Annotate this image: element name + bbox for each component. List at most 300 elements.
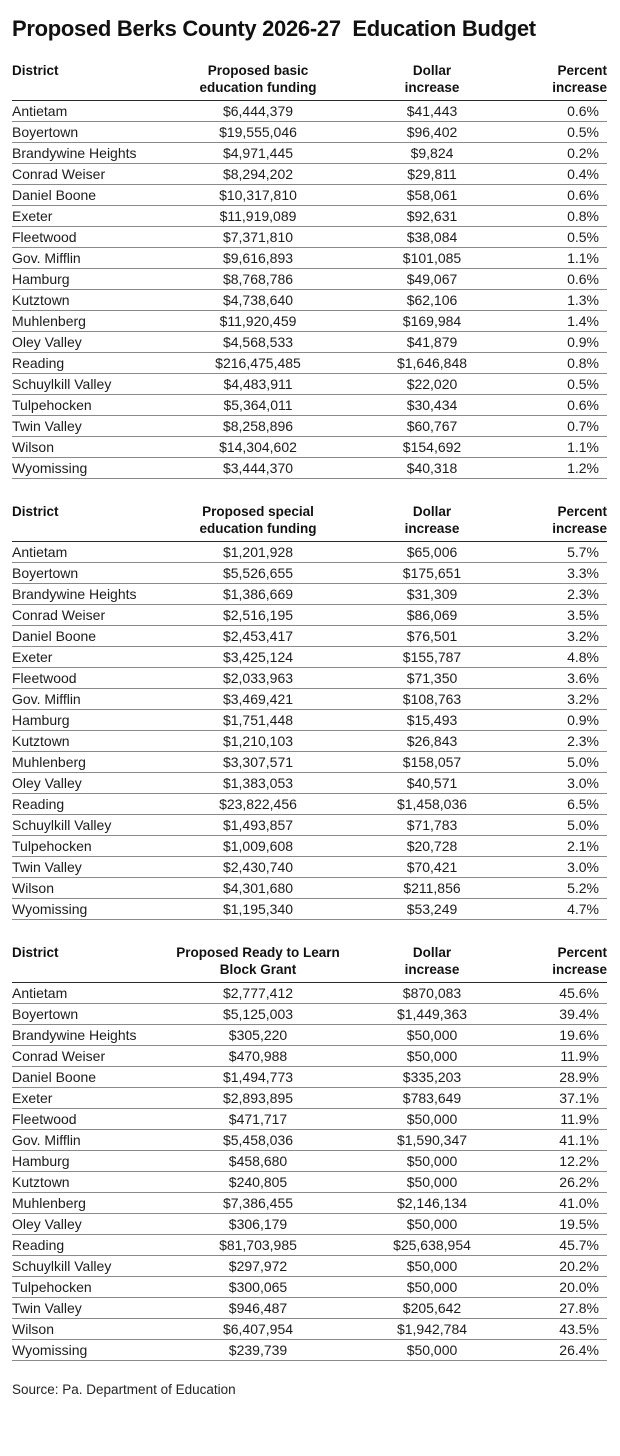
district-cell: Exeter [12, 206, 172, 227]
dollar-increase-cell: $31,309 [344, 584, 520, 605]
percent-increase-cell: 0.5% [520, 227, 607, 248]
district-cell: Tulpehocken [12, 1277, 172, 1298]
table-row [12, 794, 607, 815]
district-cell: Antietam [12, 542, 172, 563]
percent-increase-cell: 26.2% [520, 1172, 607, 1193]
funding-cell: $300,065 [172, 1277, 344, 1298]
percent-increase-cell: 0.8% [520, 353, 607, 374]
funding-cell: $470,988 [172, 1046, 344, 1067]
district-cell: Gov. Mifflin [12, 248, 172, 269]
district-cell: Wyomissing [12, 899, 172, 920]
percent-increase-cell: 5.0% [520, 752, 607, 773]
dollar-increase-cell: $1,590,347 [344, 1130, 520, 1151]
dollar-increase-cell: $50,000 [344, 1151, 520, 1172]
table-header [12, 63, 607, 101]
funding-cell: $240,805 [172, 1172, 344, 1193]
district-cell: Muhlenberg [12, 1193, 172, 1214]
dollar-increase-cell: $58,061 [344, 185, 520, 206]
percent-increase-cell: 37.1% [520, 1088, 607, 1109]
table-row [12, 164, 607, 185]
dollar-increase-cell: $1,449,363 [344, 1004, 520, 1025]
percent-increase-cell: 0.6% [520, 101, 607, 122]
dollar-increase-cell: $96,402 [344, 122, 520, 143]
percent-increase-cell: 2.3% [520, 731, 607, 752]
table-row [12, 1130, 607, 1151]
dollar-increase-cell: $154,692 [344, 437, 520, 458]
dollar-increase-cell: $205,642 [344, 1298, 520, 1319]
table-row [12, 122, 607, 143]
district-cell: Boyertown [12, 1004, 172, 1025]
header-line: Proposed special [202, 504, 314, 519]
dollar-increase-cell: $15,493 [344, 710, 520, 731]
dollar-increase-cell: $22,020 [344, 374, 520, 395]
dollar-increase-cell: $50,000 [344, 1214, 520, 1235]
header-line: District [12, 504, 59, 519]
percent-increase-cell: 19.6% [520, 1025, 607, 1046]
table-row [12, 332, 607, 353]
funding-cell: $1,751,448 [172, 710, 344, 731]
dollar-increase-cell: $50,000 [344, 1277, 520, 1298]
dollar-increase-cell: $49,067 [344, 269, 520, 290]
table-row [12, 836, 607, 857]
funding-cell: $216,475,485 [172, 353, 344, 374]
dollar-increase-cell: $60,767 [344, 416, 520, 437]
header-line: increase [552, 79, 607, 95]
percent-increase-cell: 0.6% [520, 395, 607, 416]
dollar-increase-cell: $211,856 [344, 878, 520, 899]
dollar-increase-cell: $76,501 [344, 626, 520, 647]
percent-increase-cell: 0.4% [520, 164, 607, 185]
header-line: Proposed basic [207, 63, 309, 78]
table-row [12, 248, 607, 269]
header-line: Percent [557, 63, 607, 78]
district-cell: Antietam [12, 983, 172, 1004]
header-line: education funding [199, 79, 317, 95]
basic-education-table-section [12, 63, 607, 479]
dollar-increase-cell: $20,728 [344, 836, 520, 857]
header-line: District [12, 945, 59, 960]
district-cell: Reading [12, 353, 172, 374]
district-cell: Schuylkill Valley [12, 374, 172, 395]
table-body [12, 101, 607, 479]
percent-increase-cell: 0.9% [520, 710, 607, 731]
table-row [12, 1172, 607, 1193]
special-education-table [12, 504, 607, 920]
percent-increase-cell: 3.0% [520, 857, 607, 878]
dollar-increase-cell: $53,249 [344, 899, 520, 920]
dollar-increase-cell: $155,787 [344, 647, 520, 668]
column-header-district [12, 945, 172, 983]
district-cell: Wilson [12, 1319, 172, 1340]
district-cell: Wyomissing [12, 1340, 172, 1361]
table-row [12, 878, 607, 899]
dollar-increase-cell: $1,942,784 [344, 1319, 520, 1340]
funding-cell: $2,033,963 [172, 668, 344, 689]
funding-cell: $10,317,810 [172, 185, 344, 206]
percent-increase-cell: 6.5% [520, 794, 607, 815]
district-cell: Daniel Boone [12, 1067, 172, 1088]
percent-increase-cell: 11.9% [520, 1046, 607, 1067]
dollar-increase-cell: $65,006 [344, 542, 520, 563]
table-body [12, 542, 607, 920]
table-header [12, 945, 607, 983]
table-row [12, 1340, 607, 1361]
percent-increase-cell: 19.5% [520, 1214, 607, 1235]
funding-cell: $5,458,036 [172, 1130, 344, 1151]
funding-cell: $239,739 [172, 1340, 344, 1361]
table-row [12, 374, 607, 395]
funding-cell: $2,430,740 [172, 857, 344, 878]
funding-cell: $7,386,455 [172, 1193, 344, 1214]
funding-cell: $3,444,370 [172, 458, 344, 479]
column-header-percent-increase [520, 504, 607, 542]
dollar-increase-cell: $41,879 [344, 332, 520, 353]
percent-increase-cell: 2.1% [520, 836, 607, 857]
header-line: Percent [557, 945, 607, 960]
funding-cell: $2,453,417 [172, 626, 344, 647]
percent-increase-cell: 0.6% [520, 185, 607, 206]
header-line: increase [404, 79, 460, 95]
table-row [12, 353, 607, 374]
table-row [12, 563, 607, 584]
district-cell: Daniel Boone [12, 185, 172, 206]
funding-cell: $14,304,602 [172, 437, 344, 458]
dollar-increase-cell: $158,057 [344, 752, 520, 773]
page-title: Proposed Berks County 2026-27 Education Budget [12, 16, 536, 41]
percent-increase-cell: 41.0% [520, 1193, 607, 1214]
district-cell: Schuylkill Valley [12, 815, 172, 836]
funding-cell: $297,972 [172, 1256, 344, 1277]
percent-increase-cell: 0.7% [520, 416, 607, 437]
district-cell: Wyomissing [12, 458, 172, 479]
district-cell: Gov. Mifflin [12, 689, 172, 710]
percent-increase-cell: 1.4% [520, 311, 607, 332]
funding-cell: $6,444,379 [172, 101, 344, 122]
district-cell: Exeter [12, 1088, 172, 1109]
column-header-district [12, 63, 172, 101]
percent-increase-cell: 3.6% [520, 668, 607, 689]
funding-cell: $11,920,459 [172, 311, 344, 332]
table-row [12, 437, 607, 458]
dollar-increase-cell: $1,646,848 [344, 353, 520, 374]
dollar-increase-cell: $101,085 [344, 248, 520, 269]
funding-cell: $5,526,655 [172, 563, 344, 584]
funding-cell: $4,301,680 [172, 878, 344, 899]
dollar-increase-cell: $25,638,954 [344, 1235, 520, 1256]
table-row [12, 584, 607, 605]
dollar-increase-cell: $92,631 [344, 206, 520, 227]
header-line: increase [552, 520, 607, 536]
header-line: Dollar [412, 63, 452, 78]
district-cell: Gov. Mifflin [12, 1130, 172, 1151]
table-row [12, 668, 607, 689]
district-cell: Muhlenberg [12, 311, 172, 332]
header-line: education funding [199, 520, 317, 536]
district-cell: Brandywine Heights [12, 143, 172, 164]
percent-increase-cell: 0.6% [520, 269, 607, 290]
district-cell: Muhlenberg [12, 752, 172, 773]
funding-cell: $1,386,669 [172, 584, 344, 605]
dollar-increase-cell: $26,843 [344, 731, 520, 752]
dollar-increase-cell: $169,984 [344, 311, 520, 332]
percent-increase-cell: 1.2% [520, 458, 607, 479]
district-cell: Boyertown [12, 122, 172, 143]
header-line: increase [404, 961, 460, 977]
special-education-table-section [12, 504, 607, 920]
district-cell: Wilson [12, 437, 172, 458]
funding-cell: $4,483,911 [172, 374, 344, 395]
dollar-increase-cell: $86,069 [344, 605, 520, 626]
dollar-increase-cell: $50,000 [344, 1340, 520, 1361]
header-line: Block Grant [219, 961, 297, 977]
district-cell: Kutztown [12, 731, 172, 752]
table-row [12, 458, 607, 479]
percent-increase-cell: 1.1% [520, 437, 607, 458]
table-row [12, 1025, 607, 1046]
district-cell: Hamburg [12, 1151, 172, 1172]
table-row [12, 395, 607, 416]
table-row [12, 1067, 607, 1088]
percent-increase-cell: 5.2% [520, 878, 607, 899]
percent-increase-cell: 26.4% [520, 1340, 607, 1361]
dollar-increase-cell: $335,203 [344, 1067, 520, 1088]
dollar-increase-cell: $175,651 [344, 563, 520, 584]
percent-increase-cell: 11.9% [520, 1109, 607, 1130]
table-row [12, 899, 607, 920]
funding-cell: $3,307,571 [172, 752, 344, 773]
header-line: Percent [557, 504, 607, 519]
header-line: District [12, 63, 59, 78]
funding-cell: $306,179 [172, 1214, 344, 1235]
source-note: Source: Pa. Department of Education [12, 1382, 236, 1397]
column-header-percent-increase [520, 945, 607, 983]
header-line: increase [404, 520, 460, 536]
funding-cell: $471,717 [172, 1109, 344, 1130]
percent-increase-cell: 3.5% [520, 605, 607, 626]
percent-increase-cell: 4.7% [520, 899, 607, 920]
funding-cell: $1,383,053 [172, 773, 344, 794]
percent-increase-cell: 45.7% [520, 1235, 607, 1256]
column-header-funding [172, 63, 344, 101]
table-row [12, 1088, 607, 1109]
percent-increase-cell: 27.8% [520, 1298, 607, 1319]
dollar-increase-cell: $50,000 [344, 1172, 520, 1193]
funding-cell: $458,680 [172, 1151, 344, 1172]
table-row [12, 185, 607, 206]
district-cell: Tulpehocken [12, 836, 172, 857]
funding-cell: $1,195,340 [172, 899, 344, 920]
district-cell: Daniel Boone [12, 626, 172, 647]
table-row [12, 143, 607, 164]
percent-increase-cell: 28.9% [520, 1067, 607, 1088]
header-row [12, 945, 607, 983]
table-row [12, 1235, 607, 1256]
percent-increase-cell: 41.1% [520, 1130, 607, 1151]
percent-increase-cell: 1.3% [520, 290, 607, 311]
table-row [12, 773, 607, 794]
funding-cell: $5,125,003 [172, 1004, 344, 1025]
funding-cell: $305,220 [172, 1025, 344, 1046]
dollar-increase-cell: $9,824 [344, 143, 520, 164]
percent-increase-cell: 5.7% [520, 542, 607, 563]
dollar-increase-cell: $29,811 [344, 164, 520, 185]
table-row [12, 1214, 607, 1235]
funding-cell: $8,294,202 [172, 164, 344, 185]
funding-cell: $19,555,046 [172, 122, 344, 143]
funding-cell: $1,009,608 [172, 836, 344, 857]
dollar-increase-cell: $50,000 [344, 1025, 520, 1046]
district-cell: Kutztown [12, 1172, 172, 1193]
funding-cell: $9,616,893 [172, 248, 344, 269]
table-row [12, 1046, 607, 1067]
table-row [12, 416, 607, 437]
district-cell: Conrad Weiser [12, 605, 172, 626]
table-row [12, 605, 607, 626]
table-row [12, 1277, 607, 1298]
dollar-increase-cell: $41,443 [344, 101, 520, 122]
table-row [12, 311, 607, 332]
percent-increase-cell: 0.5% [520, 374, 607, 395]
dollar-increase-cell: $38,084 [344, 227, 520, 248]
table-row [12, 101, 607, 122]
district-cell: Oley Valley [12, 773, 172, 794]
table-row [12, 710, 607, 731]
header-line: increase [552, 961, 607, 977]
basic-education-table [12, 63, 607, 479]
percent-increase-cell: 20.2% [520, 1256, 607, 1277]
header-line: Proposed Ready to Learn [176, 945, 340, 960]
funding-cell: $5,364,011 [172, 395, 344, 416]
table-row [12, 815, 607, 836]
percent-increase-cell: 3.2% [520, 689, 607, 710]
percent-increase-cell: 0.2% [520, 143, 607, 164]
table-row [12, 689, 607, 710]
district-cell: Tulpehocken [12, 395, 172, 416]
percent-increase-cell: 4.8% [520, 647, 607, 668]
header-line: Dollar [412, 945, 452, 960]
percent-increase-cell: 0.9% [520, 332, 607, 353]
funding-cell: $2,516,195 [172, 605, 344, 626]
funding-cell: $81,703,985 [172, 1235, 344, 1256]
district-cell: Schuylkill Valley [12, 1256, 172, 1277]
percent-increase-cell: 0.8% [520, 206, 607, 227]
percent-increase-cell: 2.3% [520, 584, 607, 605]
table-row [12, 1256, 607, 1277]
table-body [12, 983, 607, 1361]
header-line: Dollar [412, 504, 452, 519]
column-header-dollar-increase [344, 504, 520, 542]
table-row [12, 1109, 607, 1130]
district-cell: Reading [12, 1235, 172, 1256]
ready-to-learn-table-section [12, 945, 607, 1361]
district-cell: Hamburg [12, 269, 172, 290]
district-cell: Brandywine Heights [12, 1025, 172, 1046]
district-cell: Twin Valley [12, 857, 172, 878]
funding-cell: $3,425,124 [172, 647, 344, 668]
district-cell: Wilson [12, 878, 172, 899]
district-cell: Hamburg [12, 710, 172, 731]
percent-increase-cell: 3.3% [520, 563, 607, 584]
percent-increase-cell: 43.5% [520, 1319, 607, 1340]
funding-cell: $4,971,445 [172, 143, 344, 164]
table-row [12, 731, 607, 752]
dollar-increase-cell: $783,649 [344, 1088, 520, 1109]
percent-increase-cell: 45.6% [520, 983, 607, 1004]
percent-increase-cell: 20.0% [520, 1277, 607, 1298]
table-row [12, 1004, 607, 1025]
funding-cell: $1,493,857 [172, 815, 344, 836]
district-cell: Fleetwood [12, 227, 172, 248]
funding-cell: $2,893,895 [172, 1088, 344, 1109]
dollar-increase-cell: $50,000 [344, 1256, 520, 1277]
percent-increase-cell: 3.2% [520, 626, 607, 647]
district-cell: Conrad Weiser [12, 1046, 172, 1067]
ready-to-learn-table [12, 945, 607, 1361]
table-row [12, 983, 607, 1004]
table-row [12, 752, 607, 773]
table-row [12, 626, 607, 647]
funding-cell: $1,201,928 [172, 542, 344, 563]
percent-increase-cell: 1.1% [520, 248, 607, 269]
district-cell: Exeter [12, 647, 172, 668]
column-header-dollar-increase [344, 945, 520, 983]
percent-increase-cell: 12.2% [520, 1151, 607, 1172]
header-row [12, 504, 607, 542]
table-row [12, 1151, 607, 1172]
district-cell: Fleetwood [12, 1109, 172, 1130]
district-cell: Twin Valley [12, 1298, 172, 1319]
funding-cell: $23,822,456 [172, 794, 344, 815]
header-row [12, 63, 607, 101]
percent-increase-cell: 3.0% [520, 773, 607, 794]
district-cell: Boyertown [12, 563, 172, 584]
table-header [12, 504, 607, 542]
district-cell: Oley Valley [12, 1214, 172, 1235]
column-header-percent-increase [520, 63, 607, 101]
dollar-increase-cell: $50,000 [344, 1046, 520, 1067]
funding-cell: $4,568,533 [172, 332, 344, 353]
district-cell: Twin Valley [12, 416, 172, 437]
funding-cell: $4,738,640 [172, 290, 344, 311]
table-row [12, 1298, 607, 1319]
column-header-funding [172, 504, 344, 542]
table-row [12, 542, 607, 563]
table-row [12, 227, 607, 248]
dollar-increase-cell: $40,571 [344, 773, 520, 794]
table-row [12, 647, 607, 668]
dollar-increase-cell: $870,083 [344, 983, 520, 1004]
district-cell: Reading [12, 794, 172, 815]
funding-cell: $11,919,089 [172, 206, 344, 227]
percent-increase-cell: 0.5% [520, 122, 607, 143]
funding-cell: $8,258,896 [172, 416, 344, 437]
column-header-district [12, 504, 172, 542]
table-row [12, 1319, 607, 1340]
table-row [12, 269, 607, 290]
funding-cell: $7,371,810 [172, 227, 344, 248]
dollar-increase-cell: $62,106 [344, 290, 520, 311]
column-header-dollar-increase [344, 63, 520, 101]
funding-cell: $8,768,786 [172, 269, 344, 290]
dollar-increase-cell: $71,350 [344, 668, 520, 689]
dollar-increase-cell: $2,146,134 [344, 1193, 520, 1214]
table-row [12, 290, 607, 311]
dollar-increase-cell: $70,421 [344, 857, 520, 878]
percent-increase-cell: 5.0% [520, 815, 607, 836]
district-cell: Brandywine Heights [12, 584, 172, 605]
dollar-increase-cell: $1,458,036 [344, 794, 520, 815]
funding-cell: $2,777,412 [172, 983, 344, 1004]
